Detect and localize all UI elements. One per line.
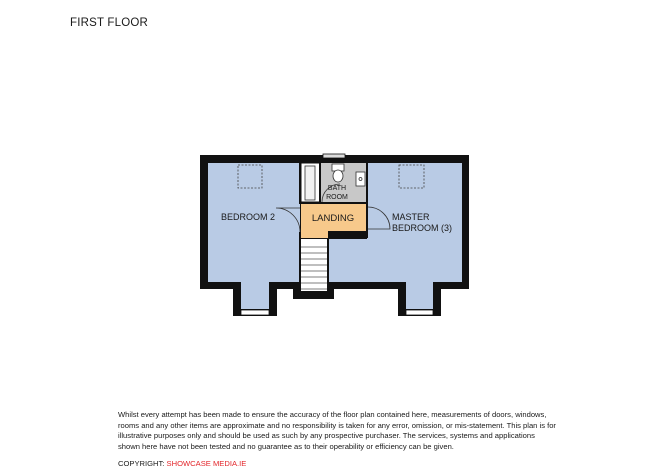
- label-bathroom: BATH: [327, 185, 347, 192]
- copyright-label: COPYRIGHT:: [118, 459, 165, 468]
- label-bedroom-2: BEDROOM 2: [221, 212, 276, 222]
- floor-title: FIRST FLOOR: [70, 17, 149, 29]
- brand-name: SHOWCASE MEDIA.IE: [166, 459, 247, 468]
- window-landing: [323, 154, 345, 158]
- label-master-bedroom-2: BEDROOM (3): [392, 223, 453, 233]
- window-bedroom-2: [241, 310, 269, 315]
- window-master: [406, 310, 433, 315]
- label-bathroom-2: ROOM: [326, 194, 348, 201]
- disclaimer-text: Whilst every attempt has been made to ensure the accuracy of the floor plan contained here, measurements of doors, windows, rooms and any other items are approximate and no responsibility is taken for any error, omission, or mis-statement. This plan is for illustrative purposes only and should be used as such by any prospective purchaser. The services, systems and applications shown here have not been tested and no guarantee as to their operability or efficiency can be given.: [118, 410, 556, 451]
- label-master-bedroom: MASTER: [392, 212, 430, 222]
- label-landing: LANDING: [311, 213, 355, 224]
- copyright-line: [118, 459, 246, 468]
